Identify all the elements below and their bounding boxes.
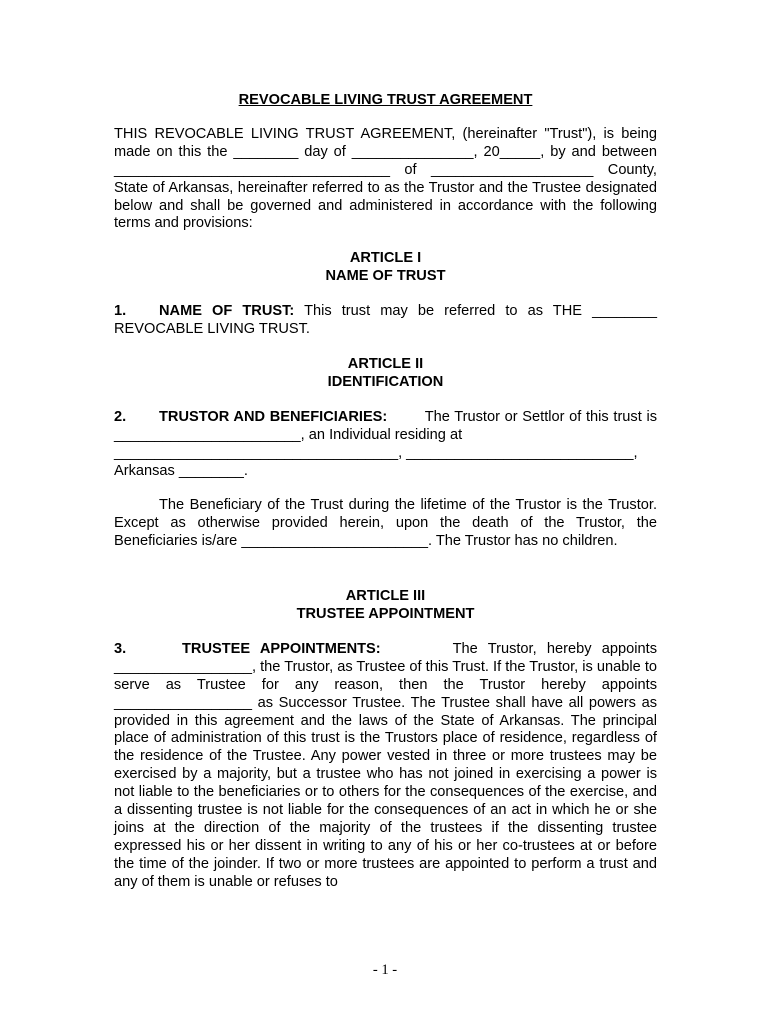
section-2-state-line: Arkansas ________. (114, 462, 248, 479)
section-2-number: 2. (114, 408, 127, 425)
intro-paragraph: THIS REVOCABLE LIVING TRUST AGREEMENT, (hereinafter "Trust"), is being made on this the ________ day of _______________, 20_____, by and between __________________________________ of ____________________ County, State of Arkansas, hereinafter referred to as the Trustor and the Trustee designated below and shall be governed and administered in accordance with the following terms and provisions: (114, 125, 657, 232)
article-3-heading (114, 588, 657, 624)
spacer (114, 551, 657, 588)
section-1-number: 1. (114, 303, 127, 320)
article-1-number: ARTICLE I (349, 250, 422, 267)
section-1-title: NAME OF TRUST: (159, 303, 295, 320)
page-number: - 1 - (372, 962, 398, 978)
article-1-heading (114, 250, 657, 286)
article-1-title: NAME OF TRUST (325, 268, 446, 285)
document-title: REVOCABLE LIVING TRUST AGREEMENT (238, 92, 533, 108)
section-2-address-line: ___________________________________, ____________________________, (114, 444, 638, 461)
section-2-title: TRUSTOR AND BENEFICIARIES: (159, 408, 388, 425)
section-2-paragraph (114, 409, 657, 445)
article-2-heading (114, 356, 657, 392)
section-1-paragraph (114, 303, 657, 339)
section-1-text: This trust may be referred to as THE ________ REVOCABLE LIVING TRUST. (114, 303, 657, 338)
document-page (114, 92, 657, 892)
article-3-title: TRUSTEE APPOINTMENT (296, 606, 475, 623)
section-2-text: The Trustor or Settlor of this trust is _______________________, an Individual residing at (114, 408, 657, 443)
section-3-text: The Trustor, hereby appoints _________________, the Trustor, as Trustee of this Trust. If the Trustor, is unable to serve as Trustee for any reason, then the Trustor hereby appoints _________________ as Successor Trustee. The Trustee shall have all powers as provided in this agreement and the laws of the State of Arkansas. The principal place of administration of this trust is the Trustors place of residence, regardless of the residence of the Trustee. Any power vested in three or more trustees may be exercised by a majority, but a trustee who has not joined in exercising a power is not liable to the beneficiaries or to others for the consequences of the exercise, and a dissenting trustee is not liable for the consequences of an act in which he or she joins at the direction of the majority of the trustees if the dissenting trustee expressed his or her dissent in writing to any of his or her co-trustees at or before the time of the joinder. If two or more trustees are appointed to perform a trust and any of them is unable or refuses to (114, 640, 657, 890)
article-2-title: IDENTIFICATION (327, 373, 444, 390)
section-3-number: 3. (114, 640, 127, 657)
article-3-number: ARTICLE III (345, 588, 426, 605)
section-3-paragraph (114, 641, 657, 892)
beneficiary-paragraph: The Beneficiary of the Trust during the lifetime of the Trustor is the Trustor. Except as otherwise provided herein, upon the death of the Trustor, the Beneficiaries is/are _______________________. The Trustor has no children. (114, 497, 657, 550)
section-3-title: TRUSTEE APPOINTMENTS: (182, 640, 381, 657)
article-2-number: ARTICLE II (347, 355, 424, 372)
